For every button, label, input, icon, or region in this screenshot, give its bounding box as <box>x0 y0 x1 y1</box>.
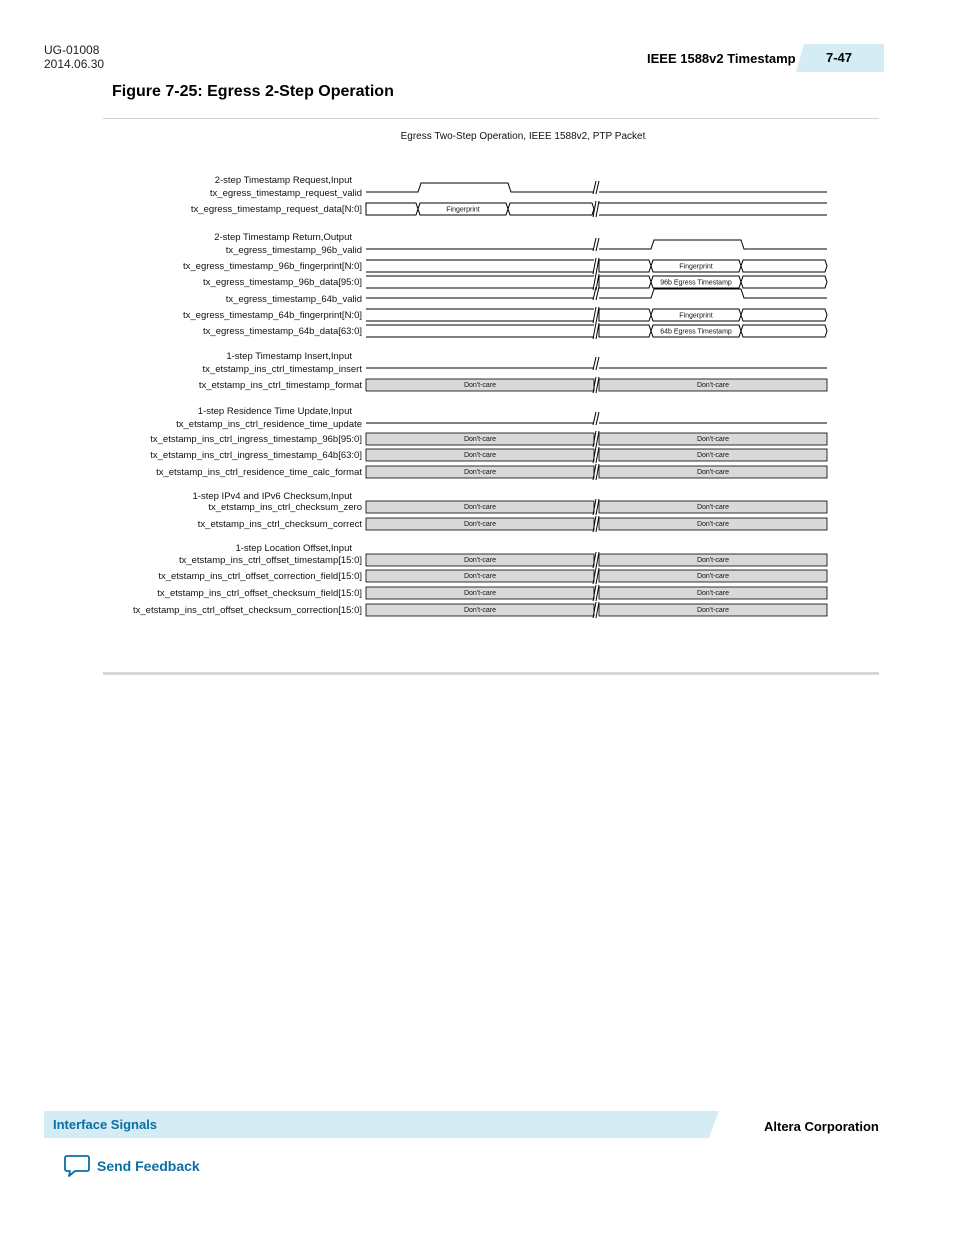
signal-name: tx_etstamp_ins_ctrl_offset_correction_field[15:0] <box>158 571 362 582</box>
signal-row <box>157 585 827 601</box>
break-mark-stroke <box>596 412 599 425</box>
figure-bottom-rule <box>103 672 879 675</box>
document-id: UG-01008 <box>44 43 100 57</box>
break-mark-stroke <box>596 238 599 251</box>
dont-care-label: Don't-care <box>463 521 497 528</box>
signal-row <box>183 258 827 274</box>
break-mark-stroke <box>596 447 599 463</box>
break-mark-stroke <box>593 238 596 251</box>
speech-bubble-icon <box>64 1154 90 1178</box>
break-mark-stroke <box>596 602 599 618</box>
dont-care-label: Don't-care <box>463 557 497 564</box>
signal-name: tx_etstamp_ins_ctrl_ingress_timestamp_64b[63:0] <box>150 450 362 461</box>
break-mark <box>593 412 599 425</box>
break-mark-stroke <box>593 201 596 217</box>
signal-name: tx_etstamp_ins_ctrl_offset_timestamp[15:0] <box>178 555 362 566</box>
signal-name: tx_etstamp_ins_ctrl_residence_time_calc_format <box>156 467 362 478</box>
bus-segment <box>741 309 827 321</box>
send-feedback-link[interactable] <box>64 1154 200 1178</box>
dont-care-label: Don't-care <box>696 452 730 459</box>
signal-name: tx_egress_timestamp_request_data[N:0] <box>190 204 362 215</box>
page-number: 7-47 <box>826 50 853 65</box>
break-mark-stroke <box>596 357 599 370</box>
bus-value-label: 96b Egress Timestamp <box>660 279 732 287</box>
signal-name: tx_etstamp_ins_ctrl_timestamp_insert <box>202 364 362 375</box>
diagram-title: Egress Two-Step Operation, IEEE 1588v2, PTP Packet <box>400 131 646 142</box>
signal-name: tx_etstamp_ins_ctrl_offset_checksum_correction[15:0] <box>133 605 362 616</box>
break-mark-stroke <box>596 464 599 480</box>
signal-row <box>179 552 827 568</box>
signal-row <box>198 516 827 532</box>
break-mark <box>593 238 599 251</box>
break-mark-stroke <box>596 431 599 447</box>
break-mark-stroke <box>593 181 596 194</box>
signal-name: tx_egress_timestamp_96b_data[95:0] <box>203 277 362 288</box>
signal-row <box>191 201 827 217</box>
break-mark-stroke <box>593 412 596 425</box>
break-mark-stroke <box>596 377 599 393</box>
signal-row <box>208 499 827 515</box>
signal-row <box>150 431 827 447</box>
send-feedback-label: Send Feedback <box>97 1158 200 1174</box>
figure-title: Figure 7-25: Egress 2-Step Operation <box>112 83 394 100</box>
signal-name: tx_etstamp_ins_ctrl_ingress_timestamp_96b[95:0] <box>150 434 362 445</box>
signal-name: tx_egress_timestamp_request_valid <box>209 188 362 199</box>
header-section-title: IEEE 1588v2 Timestamp <box>647 51 796 66</box>
waveform-pulse <box>599 289 827 298</box>
dont-care-label: Don't-care <box>463 573 497 580</box>
signal-name: tx_egress_timestamp_64b_valid <box>225 294 362 305</box>
break-mark-stroke <box>593 357 596 370</box>
bus-segment <box>508 203 594 215</box>
signal-name: tx_egress_timestamp_64b_fingerprint[N:0] <box>182 310 362 321</box>
signal-row <box>158 568 827 584</box>
signal-name: tx_etstamp_ins_ctrl_residence_time_update <box>176 419 362 430</box>
break-mark-stroke <box>596 201 599 217</box>
signal-name: tx_egress_timestamp_96b_valid <box>225 245 362 256</box>
dont-care-label: Don't-care <box>696 573 730 580</box>
signal-group-label: 1-step IPv4 and IPv6 Checksum,Input <box>192 491 352 502</box>
signal-row <box>203 323 827 339</box>
signal-group-label: 1-step Timestamp Insert,Input <box>226 351 352 362</box>
signal-row <box>203 274 827 290</box>
footer-section-link[interactable]: Interface Signals <box>53 1117 158 1132</box>
signal-name: tx_etstamp_ins_ctrl_offset_checksum_field[15:0] <box>157 588 362 599</box>
break-mark-stroke <box>596 181 599 194</box>
dont-care-label: Don't-care <box>463 452 497 459</box>
dont-care-label: Don't-care <box>696 436 730 443</box>
bus-value-label: Fingerprint <box>446 206 480 214</box>
dont-care-label: Don't-care <box>696 504 730 511</box>
dont-care-label: Don't-care <box>463 590 497 597</box>
bus-segment <box>599 260 651 272</box>
bus-segment <box>599 276 651 288</box>
signal-name: tx_etstamp_ins_ctrl_checksum_zero <box>208 502 362 513</box>
break-mark-stroke <box>596 568 599 584</box>
bus-segment <box>599 309 651 321</box>
document-date: 2014.06.30 <box>44 57 105 71</box>
signal-row <box>133 602 827 618</box>
signal-name: tx_etstamp_ins_ctrl_checksum_correct <box>197 519 362 530</box>
bus-segment <box>599 325 651 337</box>
dont-care-label: Don't-care <box>696 607 730 614</box>
signal-name: tx_etstamp_ins_ctrl_timestamp_format <box>198 380 362 391</box>
signal-row <box>150 447 827 463</box>
bus-value-label: 64b Egress Timestamp <box>660 328 732 336</box>
signal-row <box>199 377 827 393</box>
dont-care-label: Don't-care <box>463 436 497 443</box>
bus-segment <box>366 203 418 215</box>
signal-group-label: 1-step Residence Time Update,Input <box>197 406 352 417</box>
waveform-pulse <box>599 240 827 249</box>
bus-segment <box>741 276 827 288</box>
break-mark <box>593 357 599 370</box>
break-mark-stroke <box>596 585 599 601</box>
waveform-pulse <box>366 183 594 192</box>
signal-group-label: 2-step Timestamp Request,Input <box>214 175 352 186</box>
bus-segment <box>741 260 827 272</box>
dont-care-label: Don't-care <box>463 382 497 389</box>
signal-name: tx_egress_timestamp_96b_fingerprint[N:0] <box>182 261 362 272</box>
signal-group-label: 2-step Timestamp Return,Output <box>214 232 352 243</box>
dont-care-label: Don't-care <box>696 590 730 597</box>
signal-name: tx_egress_timestamp_64b_data[63:0] <box>203 326 362 337</box>
footer-company: Altera Corporation <box>764 1119 879 1134</box>
break-mark-stroke <box>596 516 599 532</box>
bus-value-label: Fingerprint <box>679 263 713 271</box>
dont-care-label: Don't-care <box>696 382 730 389</box>
break-mark-stroke <box>596 499 599 515</box>
dont-care-label: Don't-care <box>463 469 497 476</box>
dont-care-label: Don't-care <box>696 521 730 528</box>
bus-value-label: Fingerprint <box>679 312 713 320</box>
dont-care-label: Don't-care <box>696 557 730 564</box>
bus-segment <box>741 325 827 337</box>
break-mark-stroke <box>596 552 599 568</box>
signal-row <box>183 307 827 323</box>
signal-row <box>226 287 827 305</box>
break-mark <box>593 181 599 194</box>
dont-care-label: Don't-care <box>463 504 497 511</box>
dont-care-label: Don't-care <box>696 469 730 476</box>
break-mark <box>593 287 599 300</box>
signal-group-label: 1-step Location Offset,Input <box>235 543 352 554</box>
dont-care-label: Don't-care <box>463 607 497 614</box>
signal-row <box>156 464 827 480</box>
